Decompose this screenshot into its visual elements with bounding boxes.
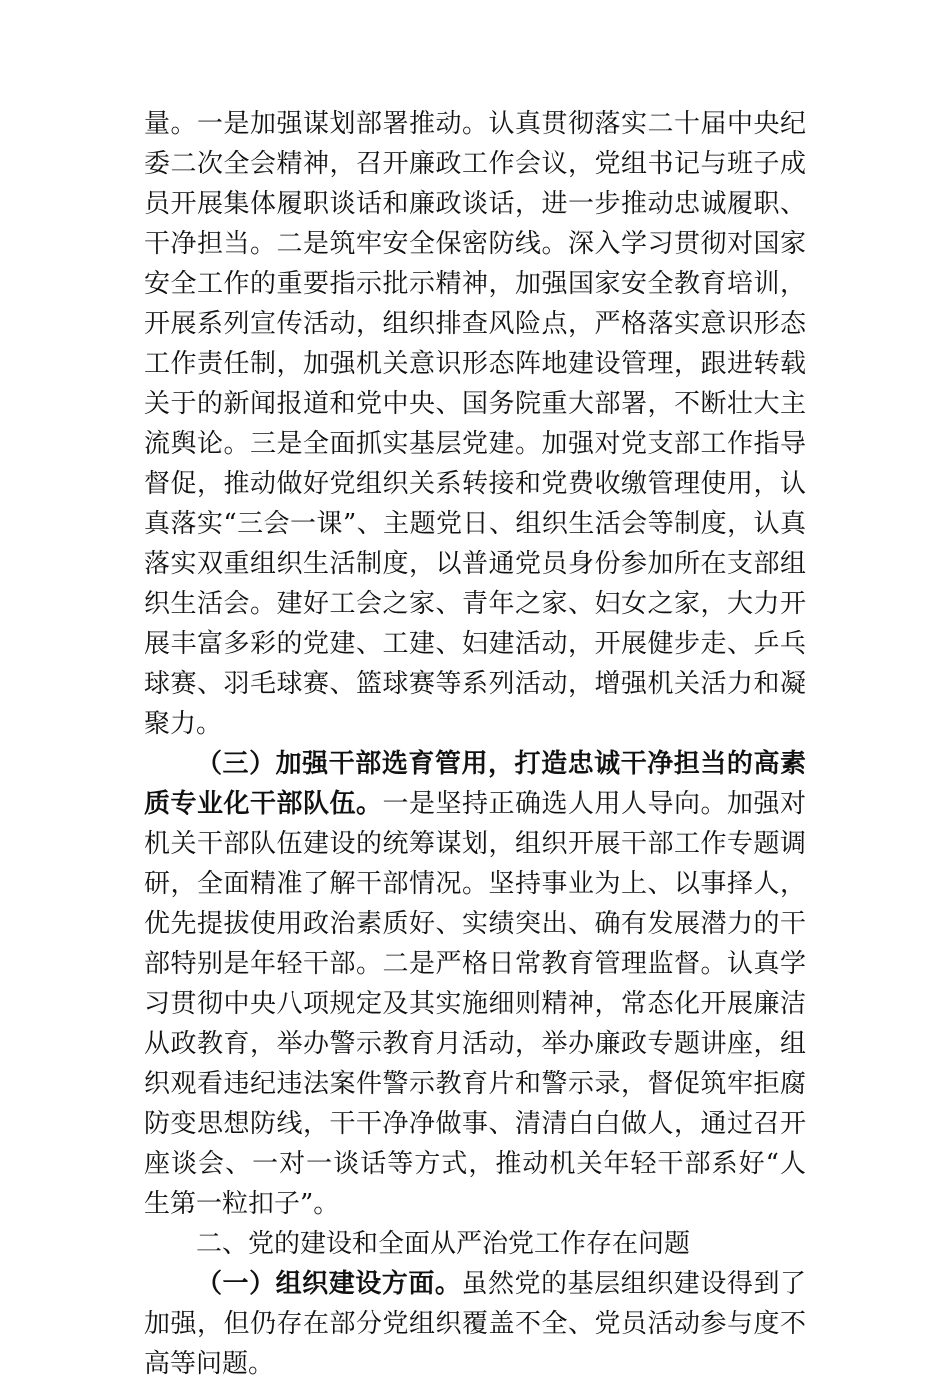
section-subheading-cadre: （三）加强干部选育管用，打造忠诚干净担当的高素质专业化干部队伍。: [144, 749, 806, 819]
paragraph-organization-building: [144, 1264, 806, 1384]
section-heading-problems: 二、党的建设和全面从严治党工作存在问题: [196, 1229, 691, 1259]
document-body: [144, 104, 806, 1384]
paragraph-cadre-body: 一是坚持正确选人用人导向。加强对机关干部队伍建设的统筹谋划，组织开展干部工作专题调研，全面精准了解干部情况。坚持事业为上、以事择人，优先提拔使用政治素质好、实绩突出、确有发展潜力的干部特别是年轻干部。二是严格日常教育管理监督。认真学习贯彻中央八项规定及其实施细则精神，常态化开展廉洁从政教育，举办警示教育月活动，举办廉政专题讲座，组织观看违纪违法案件警示教育片和警示录，督促筑牢拒腐防变思想防线，干干净净做事、清清白白做人，通过召开座谈会、一对一谈话等方式，推动机关年轻干部系好“人生第一粒扣子”。: [144, 789, 806, 1219]
paragraph-organization-body: 虽然党的基层组织建设得到了加强，但仍存在部分党组织覆盖不全、党员活动参与度不高等问题。: [144, 1269, 806, 1379]
section-subheading-organization: （一）组织建设方面。: [196, 1269, 462, 1299]
paragraph-cadre-management: [144, 744, 806, 1224]
paragraph-work-summary-continued: 量。一是加强谋划部署推动。认真贯彻落实二十届中央纪委二次全会精神，召开廉政工作会议，党组书记与班子成员开展集体履职谈话和廉政谈话，进一步推动忠诚履职、干净担当。二是筑牢安全保密防线。深入学习贯彻对国家安全工作的重要指示批示精神，加强国家安全教育培训，开展系列宣传活动，组织排查风险点，严格落实意识形态工作责任制，加强机关意识形态阵地建设管理，跟进转载关于的新闻报道和党中央、国务院重大部署，不断壮大主流舆论。三是全面抓实基层党建。加强对党支部工作指导督促，推动做好党组织关系转接和党费收缴管理使用，认真落实“三会一课”、主题党日、组织生活会等制度，认真落实双重组织生活制度，以普通党员身份参加所在支部组织生活会。建好工会之家、青年之家、妇女之家，大力开展丰富多彩的党建、工建、妇建活动，开展健步走、乒乓球赛、羽毛球赛、篮球赛等系列活动，增强机关活力和凝聚力。: [144, 109, 806, 739]
